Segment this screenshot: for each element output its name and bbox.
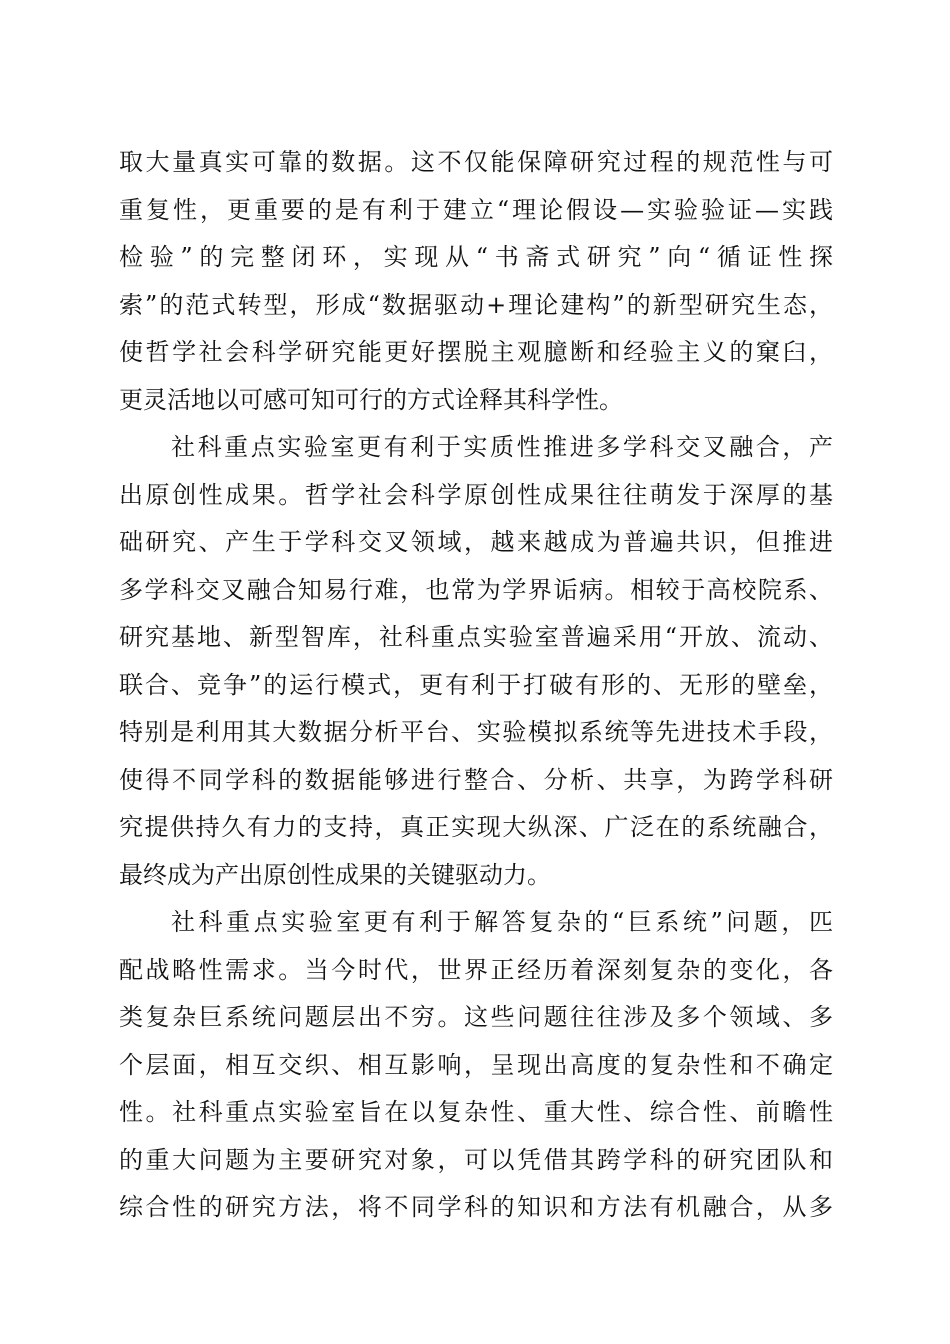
text-line: 社科重点实验室更有利于解答复杂的“巨系统”问题，匹 <box>171 908 833 936</box>
text-line: 社科重点实验室更有利于实质性推进多学科交叉融合，产 <box>171 433 833 461</box>
text-line: 础研究、产生于学科交叉领域，越来越成为普遍共识，但推进 <box>119 528 833 556</box>
text-line: 类复杂巨系统问题层出不穷。这些问题往往涉及多个领域、多 <box>119 1003 833 1031</box>
text-line: 性。社科重点实验室旨在以复杂性、重大性、综合性、前瞻性 <box>119 1098 833 1126</box>
text-line: 究提供持久有力的支持，真正实现大纵深、广泛在的系统融合， <box>119 813 833 841</box>
text-line: 出原创性成果。哲学社会科学原创性成果往往萌发于深厚的基 <box>119 480 833 509</box>
text-line: 更灵活地以可感可知可行的方式诠释其科学性。 <box>119 385 623 414</box>
text-line: 配战略性需求。当今时代，世界正经历着深刻复杂的变化，各 <box>119 955 833 984</box>
text-line: 联合、竞争”的运行模式，更有利于打破有形的、无形的壁垒， <box>119 670 833 699</box>
text-line: 最终成为产出原创性成果的关键驱动力。 <box>119 860 551 889</box>
text-line: 综合性的研究方法，将不同学科的知识和方法有机融合，从多 <box>119 1193 833 1221</box>
text-line: 检验”的完整闭环，实现从“书斋式研究”向“循证性探 <box>119 243 833 271</box>
text-line: 研究基地、新型智库，社科重点实验室普遍采用“开放、流动、 <box>119 623 833 651</box>
text-line: 取大量真实可靠的数据。这不仅能保障研究过程的规范性与可 <box>119 148 833 176</box>
text-line: 多学科交叉融合知易行难，也常为学界诟病。相较于高校院系、 <box>119 575 833 604</box>
paragraph-3 <box>119 899 833 1232</box>
text-line: 的重大问题为主要研究对象，可以凭借其跨学科的研究团队和 <box>119 1145 833 1174</box>
text-line: 索”的范式转型，形成“数据驱动+理论建构”的新型研究生态， <box>119 290 833 319</box>
text-line: 特别是利用其大数据分析平台、实验模拟系统等先进技术手段， <box>119 718 833 746</box>
document-body <box>119 139 833 1232</box>
text-line: 使得不同学科的数据能够进行整合、分析、共享，为跨学科研 <box>119 765 833 794</box>
text-line: 使哲学社会科学研究能更好摆脱主观臆断和经验主义的窠臼， <box>119 338 833 366</box>
text-line: 重复性，更重要的是有利于建立“理论假设—实验验证—实践 <box>119 195 833 224</box>
paragraph-1 <box>119 139 833 424</box>
text-line: 个层面，相互交织、相互影响，呈现出高度的复杂性和不确定 <box>119 1050 833 1079</box>
paragraph-2 <box>119 424 833 899</box>
